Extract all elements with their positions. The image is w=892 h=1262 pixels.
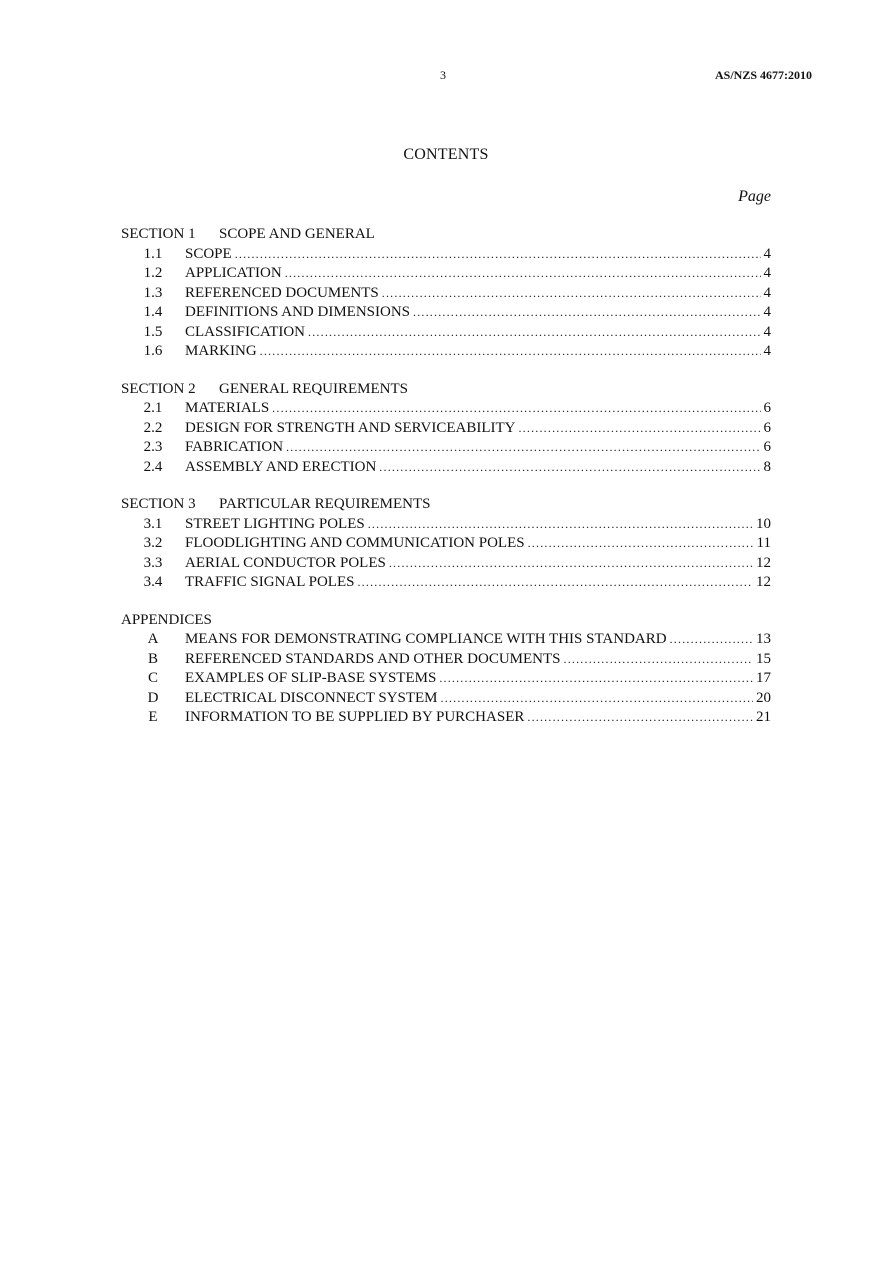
toc-entry[interactable] (121, 438, 771, 458)
dot-leader (308, 323, 760, 343)
entry-number: A (147, 631, 159, 647)
toc-entry[interactable] (121, 708, 771, 728)
entry-page: 17 (756, 670, 771, 686)
entry-page: 6 (763, 400, 771, 416)
entry-title: MARKING (185, 343, 257, 359)
section-heading[interactable] (121, 380, 771, 400)
document-id: AS/NZS 4677:2010 (714, 68, 812, 82)
entry-title: DEFINITIONS AND DIMENSIONS (185, 304, 410, 320)
section-number: SECTION 1 (121, 226, 196, 242)
dot-leader (368, 515, 753, 535)
dot-leader (272, 399, 760, 419)
toc-section-1 (121, 225, 771, 362)
section-title: SCOPE AND GENERAL (219, 226, 375, 242)
toc-entry[interactable] (121, 573, 771, 593)
entry-title: APPLICATION (185, 265, 282, 281)
toc-entry[interactable] (121, 342, 771, 362)
entry-title: STREET LIGHTING POLES (185, 515, 365, 532)
toc-entry[interactable] (121, 264, 771, 284)
entry-title: MATERIALS (185, 400, 270, 416)
dot-leader (564, 650, 754, 670)
toc-entry[interactable] (121, 689, 771, 709)
table-of-contents (121, 225, 771, 746)
entry-title: FLOODLIGHTING AND COMMUNICATION POLES (185, 535, 525, 551)
entry-title: DESIGN FOR STRENGTH AND SERVICEABILITY (185, 419, 516, 436)
dot-leader (518, 419, 760, 439)
entry-page: 20 (756, 689, 771, 706)
entry-page: 21 (756, 709, 771, 725)
toc-entry[interactable] (121, 323, 771, 343)
entry-page: 4 (763, 265, 771, 281)
dot-leader (441, 689, 753, 709)
toc-entry[interactable] (121, 284, 771, 304)
entry-page: 4 (763, 304, 771, 320)
dot-leader (413, 303, 761, 323)
entry-title: AERIAL CONDUCTOR POLES (185, 554, 386, 571)
toc-entry[interactable] (121, 534, 771, 554)
entry-number: D (147, 689, 159, 706)
dot-leader (235, 245, 761, 265)
dot-leader (379, 458, 760, 478)
entry-page: 4 (763, 284, 771, 301)
entry-number: 2.4 (143, 458, 163, 475)
page-number: 3 (440, 68, 446, 82)
entry-number: B (147, 650, 158, 667)
entry-number: 1.3 (143, 284, 163, 301)
section-number: SECTION 3 (121, 496, 196, 512)
entry-title: REFERENCED STANDARDS AND OTHER DOCUMENTS (185, 650, 561, 667)
entry-page: 8 (763, 458, 771, 475)
toc-entry[interactable] (121, 669, 771, 689)
entry-title: ELECTRICAL DISCONNECT SYSTEM (185, 689, 438, 706)
entry-title: TRAFFIC SIGNAL POLES (185, 574, 355, 590)
entry-title: EXAMPLES OF SLIP-BASE SYSTEMS (185, 670, 437, 686)
entry-page: 12 (756, 574, 771, 590)
entry-page: 4 (763, 323, 771, 340)
entry-number: E (148, 709, 158, 725)
section-heading[interactable] (121, 495, 771, 515)
entry-page: 12 (756, 554, 771, 571)
toc-entry[interactable] (121, 554, 771, 574)
toc-entry[interactable] (121, 515, 771, 535)
toc-entry[interactable] (121, 458, 771, 478)
toc-entry[interactable] (121, 245, 771, 265)
entry-title: FABRICATION (185, 439, 284, 455)
toc-entry[interactable] (121, 399, 771, 419)
dot-leader (382, 284, 761, 304)
toc-appendices (121, 611, 771, 728)
toc-entry[interactable] (121, 303, 771, 323)
entry-number: 3.1 (143, 515, 163, 532)
toc-section-2 (121, 380, 771, 478)
appendices-heading[interactable]: APPENDICES (121, 611, 212, 628)
section-number: SECTION 2 (121, 380, 196, 397)
entry-page: 6 (763, 439, 771, 455)
entry-title: ASSEMBLY AND ERECTION (185, 458, 377, 475)
entry-number: 3.2 (143, 535, 163, 551)
toc-entry[interactable] (121, 419, 771, 439)
entry-number: 2.3 (143, 439, 163, 455)
section-title: GENERAL REQUIREMENTS (219, 380, 409, 397)
entry-number: 3.3 (143, 554, 163, 571)
dot-leader (285, 264, 761, 284)
entry-number: C (147, 670, 158, 686)
dot-leader (286, 438, 760, 458)
dot-leader (260, 342, 761, 362)
entry-page: 13 (756, 631, 771, 647)
section-heading[interactable] (121, 225, 771, 245)
entry-page: 4 (763, 245, 771, 262)
toc-entry[interactable] (121, 650, 771, 670)
page-column-label: Page (738, 188, 771, 205)
dot-leader (670, 630, 753, 650)
toc-entry[interactable] (121, 630, 771, 650)
entry-number: 2.2 (143, 419, 163, 436)
entry-number: 2.1 (143, 400, 163, 416)
entry-page: 15 (756, 650, 771, 667)
entry-page: 6 (763, 419, 771, 436)
entry-number: 1.6 (143, 343, 163, 359)
entry-title: SCOPE (185, 245, 232, 262)
dot-leader (439, 669, 753, 689)
dot-leader (357, 573, 753, 593)
entry-number: 3.4 (143, 574, 163, 590)
entry-number: 1.4 (143, 304, 163, 320)
page-title: CONTENTS (403, 146, 489, 163)
section-title: PARTICULAR REQUIREMENTS (219, 496, 431, 512)
entry-title: REFERENCED DOCUMENTS (185, 284, 379, 301)
dot-leader (389, 554, 753, 574)
entry-page: 11 (756, 535, 771, 551)
toc-section-3 (121, 495, 771, 593)
dot-leader (527, 708, 753, 728)
dot-leader (528, 534, 754, 554)
entry-number: 1.2 (143, 265, 163, 281)
entry-title: INFORMATION TO BE SUPPLIED BY PURCHASER (185, 709, 525, 725)
entry-number: 1.1 (143, 245, 163, 262)
entry-number: 1.5 (143, 323, 163, 340)
entry-page: 10 (756, 515, 771, 532)
entry-title: MEANS FOR DEMONSTRATING COMPLIANCE WITH THIS STANDARD (185, 631, 667, 647)
entry-page: 4 (763, 343, 771, 359)
entry-title: CLASSIFICATION (185, 323, 306, 340)
